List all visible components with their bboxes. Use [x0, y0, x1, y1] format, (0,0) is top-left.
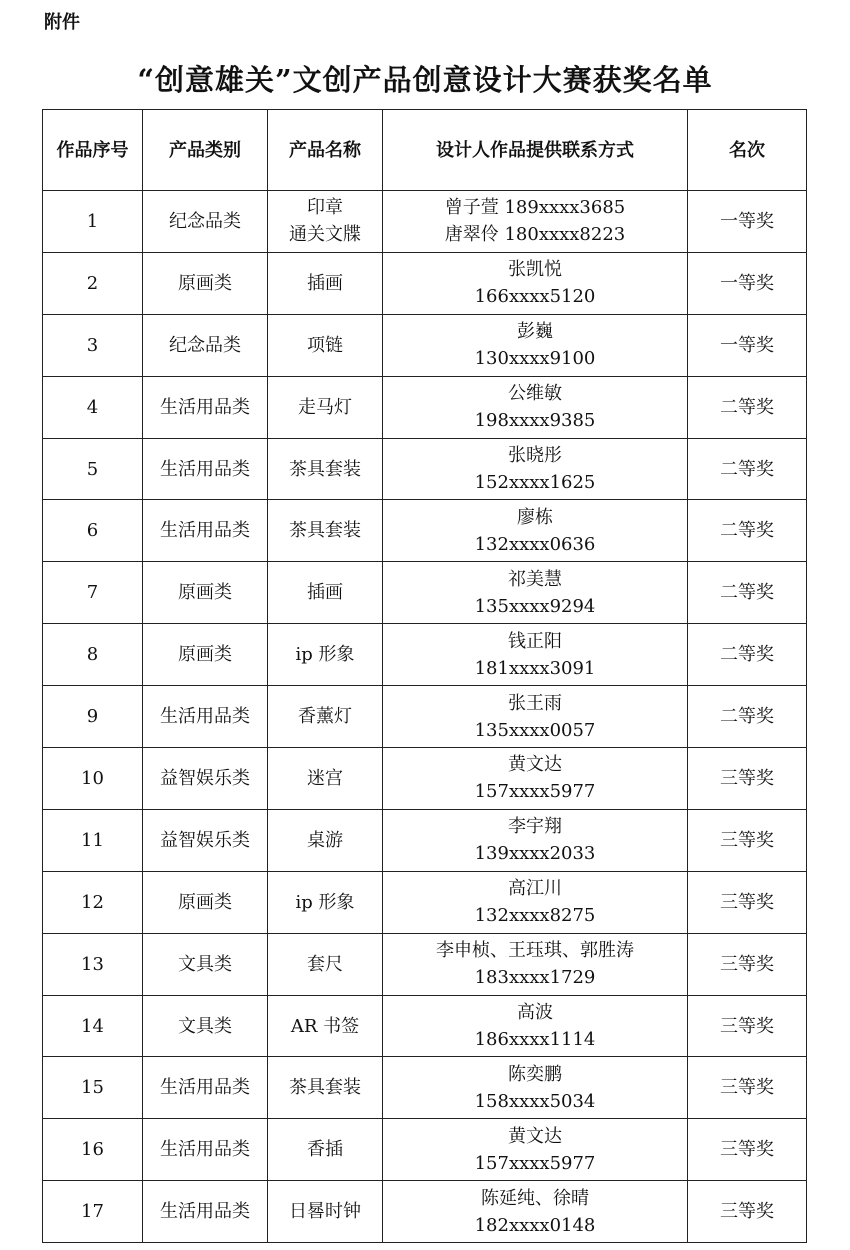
cell-no [43, 252, 143, 314]
cell-contact-text: 陈奕鹏 [508, 1063, 562, 1085]
cell-contact-text: 157xxxx5977 [474, 781, 596, 803]
cell-product-name [268, 1181, 383, 1243]
cell-rank [688, 376, 807, 438]
cell-rank-text: 二等奖 [720, 396, 774, 418]
cell-rank-text: 三等奖 [720, 953, 774, 975]
cell-no-text: 11 [81, 829, 104, 851]
cell-category-text: 益智娱乐类 [160, 767, 250, 789]
cell-contact-text: 高江川 [508, 878, 562, 900]
cell-product-name-text: 插画 [307, 582, 343, 604]
cell-product-name-text: 印章 [307, 197, 343, 219]
cell-product-name-text: 桌游 [307, 829, 343, 851]
cell-contact-text: 祁美慧 [508, 568, 562, 590]
table-row [43, 1181, 807, 1243]
cell-contact-text: 135xxxx0057 [474, 719, 596, 741]
cell-category [143, 933, 268, 995]
cell-rank-text: 二等奖 [720, 582, 774, 604]
cell-contact-text: 李宇翔 [508, 816, 562, 838]
cell-rank-text: 三等奖 [720, 1077, 774, 1099]
cell-contact-text: 钱正阳 [508, 630, 562, 652]
cell-no [43, 1181, 143, 1243]
cell-rank [688, 438, 807, 500]
cell-product-name [268, 191, 383, 253]
cell-no-text: 7 [86, 582, 99, 604]
cell-rank-text: 一等奖 [720, 272, 774, 294]
cell-product-name-text: 香插 [307, 1139, 343, 1161]
table-row [43, 933, 807, 995]
cell-product-name-text: 茶具套装 [289, 458, 361, 480]
cell-product-name [268, 871, 383, 933]
cell-no [43, 191, 143, 253]
cell-contact-text: 公维敏 [508, 383, 562, 405]
cell-product-name [268, 748, 383, 810]
cell-product-name-text: 插画 [307, 272, 343, 294]
cell-no [43, 748, 143, 810]
cell-rank-text: 二等奖 [720, 520, 774, 542]
cell-contact-text: 139xxxx2033 [474, 843, 596, 865]
cell-contact-text: 张王雨 [508, 692, 562, 714]
document-title: “创意雄关”文创产品创意设计大赛获奖名单 [137, 63, 713, 97]
cell-rank [688, 1057, 807, 1119]
cell-category-text: 生活用品类 [160, 1139, 250, 1161]
cell-contact-text: 唐翠伶 180xxxx8223 [444, 224, 626, 246]
cell-contact-text: 132xxxx0636 [474, 533, 596, 555]
cell-contact-text: 183xxxx1729 [474, 967, 596, 989]
cell-rank [688, 933, 807, 995]
cell-contact [383, 933, 688, 995]
cell-no-text: 5 [86, 458, 99, 480]
cell-contact [383, 809, 688, 871]
header-category: 产品类别 [143, 110, 268, 191]
cell-no-text: 4 [86, 396, 99, 418]
cell-category [143, 252, 268, 314]
cell-contact [383, 438, 688, 500]
header-no: 作品序号 [43, 110, 143, 191]
cell-contact-text: 158xxxx5034 [474, 1090, 596, 1112]
table-row [43, 624, 807, 686]
cell-contact-text: 135xxxx9294 [474, 595, 596, 617]
cell-product-name-text: 茶具套装 [289, 520, 361, 542]
cell-contact-text: 李申桢、王珏琪、郭胜涛 [436, 940, 634, 962]
cell-no [43, 686, 143, 748]
winners-table [42, 109, 807, 1243]
cell-category-text: 文具类 [178, 1015, 232, 1037]
cell-contact-text: 166xxxx5120 [474, 286, 596, 308]
cell-no-text: 8 [86, 644, 99, 666]
table-row [43, 809, 807, 871]
cell-no-text: 9 [86, 706, 99, 728]
cell-contact [383, 748, 688, 810]
cell-contact-text: 152xxxx1625 [474, 472, 596, 493]
cell-no [43, 933, 143, 995]
table-row [43, 500, 807, 562]
cell-no [43, 871, 143, 933]
table-row [43, 686, 807, 748]
cell-category [143, 1119, 268, 1181]
cell-category-text: 生活用品类 [160, 706, 250, 728]
cell-contact [383, 871, 688, 933]
cell-product-name-text: 迷宫 [307, 767, 343, 789]
cell-no [43, 809, 143, 871]
cell-product-name [268, 995, 383, 1057]
table-header-row [43, 110, 807, 191]
cell-rank-text: 二等奖 [720, 458, 774, 480]
cell-category-text: 纪念品类 [169, 210, 241, 232]
cell-product-name-text: 香薰灯 [298, 706, 352, 728]
cell-category [143, 1181, 268, 1243]
cell-contact-text: 张凯悦 [508, 259, 562, 281]
cell-product-name-text: 项链 [307, 334, 343, 356]
cell-rank-text: 一等奖 [720, 334, 774, 356]
cell-rank-text: 二等奖 [720, 644, 774, 666]
cell-product-name-text: 日晷时钟 [289, 1201, 361, 1223]
cell-contact-text: 157xxxx5977 [474, 1152, 596, 1174]
cell-rank [688, 995, 807, 1057]
cell-product-name [268, 500, 383, 562]
cell-product-name [268, 438, 383, 500]
cell-no-text: 16 [81, 1139, 104, 1161]
header-product-name: 产品名称 [268, 110, 383, 191]
cell-product-name [268, 624, 383, 686]
cell-rank [688, 252, 807, 314]
cell-rank-text: 三等奖 [720, 1139, 774, 1161]
cell-product-name-text: 茶具套装 [289, 1077, 361, 1099]
cell-no-text: 15 [81, 1077, 104, 1099]
cell-rank-text: 三等奖 [720, 767, 774, 789]
cell-contact [383, 376, 688, 438]
cell-category-text: 原画类 [178, 582, 232, 604]
cell-product-name [268, 1119, 383, 1181]
cell-no [43, 1119, 143, 1181]
cell-rank [688, 809, 807, 871]
cell-no-text: 17 [81, 1201, 104, 1223]
cell-contact [383, 252, 688, 314]
cell-rank-text: 三等奖 [720, 829, 774, 851]
cell-product-name [268, 1057, 383, 1119]
table-row [43, 191, 807, 253]
cell-no [43, 1057, 143, 1119]
cell-category-text: 生活用品类 [160, 520, 250, 542]
table-row [43, 1057, 807, 1119]
cell-contact-text: 182xxxx0148 [474, 1214, 596, 1236]
cell-rank [688, 1181, 807, 1243]
cell-no-text: 10 [81, 767, 104, 789]
cell-category [143, 624, 268, 686]
table-row [43, 252, 807, 314]
cell-rank [688, 871, 807, 933]
cell-category [143, 438, 268, 500]
cell-contact [383, 314, 688, 376]
table-row [43, 314, 807, 376]
table-row [43, 871, 807, 933]
table-row [43, 438, 807, 500]
cell-no [43, 995, 143, 1057]
cell-rank-text: 三等奖 [720, 1201, 774, 1223]
cell-category [143, 1057, 268, 1119]
cell-contact [383, 1057, 688, 1119]
cell-category [143, 314, 268, 376]
cell-no-text: 14 [81, 1015, 104, 1037]
table-row [43, 995, 807, 1057]
cell-category [143, 376, 268, 438]
cell-product-name-text: 套尺 [307, 953, 343, 975]
cell-no [43, 624, 143, 686]
cell-no [43, 438, 143, 500]
cell-contact-text: 黄文达 [508, 1125, 562, 1147]
cell-product-name-text: ip 形象 [295, 644, 355, 666]
cell-category [143, 562, 268, 624]
cell-rank [688, 562, 807, 624]
cell-category [143, 686, 268, 748]
cell-contact-text: 曾子萱 189xxxx3685 [444, 197, 626, 219]
cell-category-text: 生活用品类 [160, 458, 250, 480]
cell-category-text: 原画类 [178, 891, 232, 913]
cell-product-name-text: AR 书签 [290, 1015, 360, 1037]
cell-category [143, 809, 268, 871]
cell-category [143, 748, 268, 810]
cell-category-text: 益智娱乐类 [160, 829, 250, 851]
cell-no-text: 13 [81, 953, 104, 975]
cell-category-text: 文具类 [178, 953, 232, 975]
cell-contact [383, 686, 688, 748]
cell-no-text: 2 [86, 272, 99, 294]
cell-category [143, 500, 268, 562]
cell-product-name [268, 376, 383, 438]
cell-rank [688, 314, 807, 376]
cell-contact [383, 562, 688, 624]
cell-contact [383, 624, 688, 686]
cell-category [143, 995, 268, 1057]
cell-product-name-text: ip 形象 [295, 891, 355, 913]
table-body [43, 191, 807, 1243]
cell-product-name [268, 314, 383, 376]
cell-category [143, 871, 268, 933]
cell-category-text: 生活用品类 [160, 396, 250, 418]
cell-rank [688, 686, 807, 748]
cell-contact [383, 1181, 688, 1243]
cell-contact-text: 132xxxx8275 [474, 905, 596, 927]
cell-no [43, 500, 143, 562]
table-row [43, 748, 807, 810]
cell-contact [383, 191, 688, 253]
cell-rank [688, 624, 807, 686]
table-row [43, 376, 807, 438]
cell-product-name-text: 通关文牒 [289, 224, 361, 246]
cell-rank-text: 二等奖 [720, 706, 774, 728]
header-contact: 设计人作品提供联系方式 [383, 110, 688, 191]
cell-contact [383, 1119, 688, 1181]
cell-no-text: 6 [86, 520, 99, 542]
cell-no [43, 314, 143, 376]
table-row [43, 1119, 807, 1181]
cell-product-name [268, 252, 383, 314]
cell-no-text: 1 [86, 210, 99, 232]
cell-contact-text: 彭巍 [517, 321, 553, 343]
cell-contact-text: 廖栋 [517, 506, 553, 528]
cell-rank-text: 一等奖 [720, 210, 774, 232]
cell-contact-text: 高波 [517, 1002, 553, 1024]
table-row [43, 562, 807, 624]
cell-contact [383, 995, 688, 1057]
cell-contact-text: 黄文达 [508, 754, 562, 776]
cell-contact-text: 张晓彤 [508, 445, 562, 466]
cell-rank [688, 748, 807, 810]
cell-contact-text: 181xxxx3091 [474, 657, 596, 679]
cell-rank [688, 500, 807, 562]
cell-contact-text: 198xxxx9385 [474, 410, 596, 432]
cell-category-text: 纪念品类 [169, 334, 241, 356]
cell-category-text: 生活用品类 [160, 1077, 250, 1099]
cell-no-text: 12 [81, 891, 104, 913]
cell-rank [688, 191, 807, 253]
cell-category-text: 原画类 [178, 272, 232, 294]
cell-rank-text: 三等奖 [720, 891, 774, 913]
cell-category [143, 191, 268, 253]
header-rank: 名次 [688, 110, 807, 191]
cell-no-text: 3 [86, 334, 99, 356]
cell-category-text: 生活用品类 [160, 1201, 250, 1223]
cell-contact-text: 陈延纯、徐晴 [481, 1187, 589, 1209]
cell-contact-text: 130xxxx9100 [474, 348, 596, 370]
cell-product-name [268, 933, 383, 995]
cell-product-name [268, 686, 383, 748]
cell-contact [383, 500, 688, 562]
cell-product-name [268, 809, 383, 871]
cell-rank [688, 1119, 807, 1181]
cell-product-name [268, 562, 383, 624]
attachment-label: 附件 [44, 12, 80, 33]
cell-contact-text: 186xxxx1114 [474, 1029, 596, 1051]
cell-rank-text: 三等奖 [720, 1015, 774, 1037]
cell-product-name-text: 走马灯 [298, 396, 352, 418]
cell-no [43, 376, 143, 438]
cell-category-text: 原画类 [178, 644, 232, 666]
cell-no [43, 562, 143, 624]
